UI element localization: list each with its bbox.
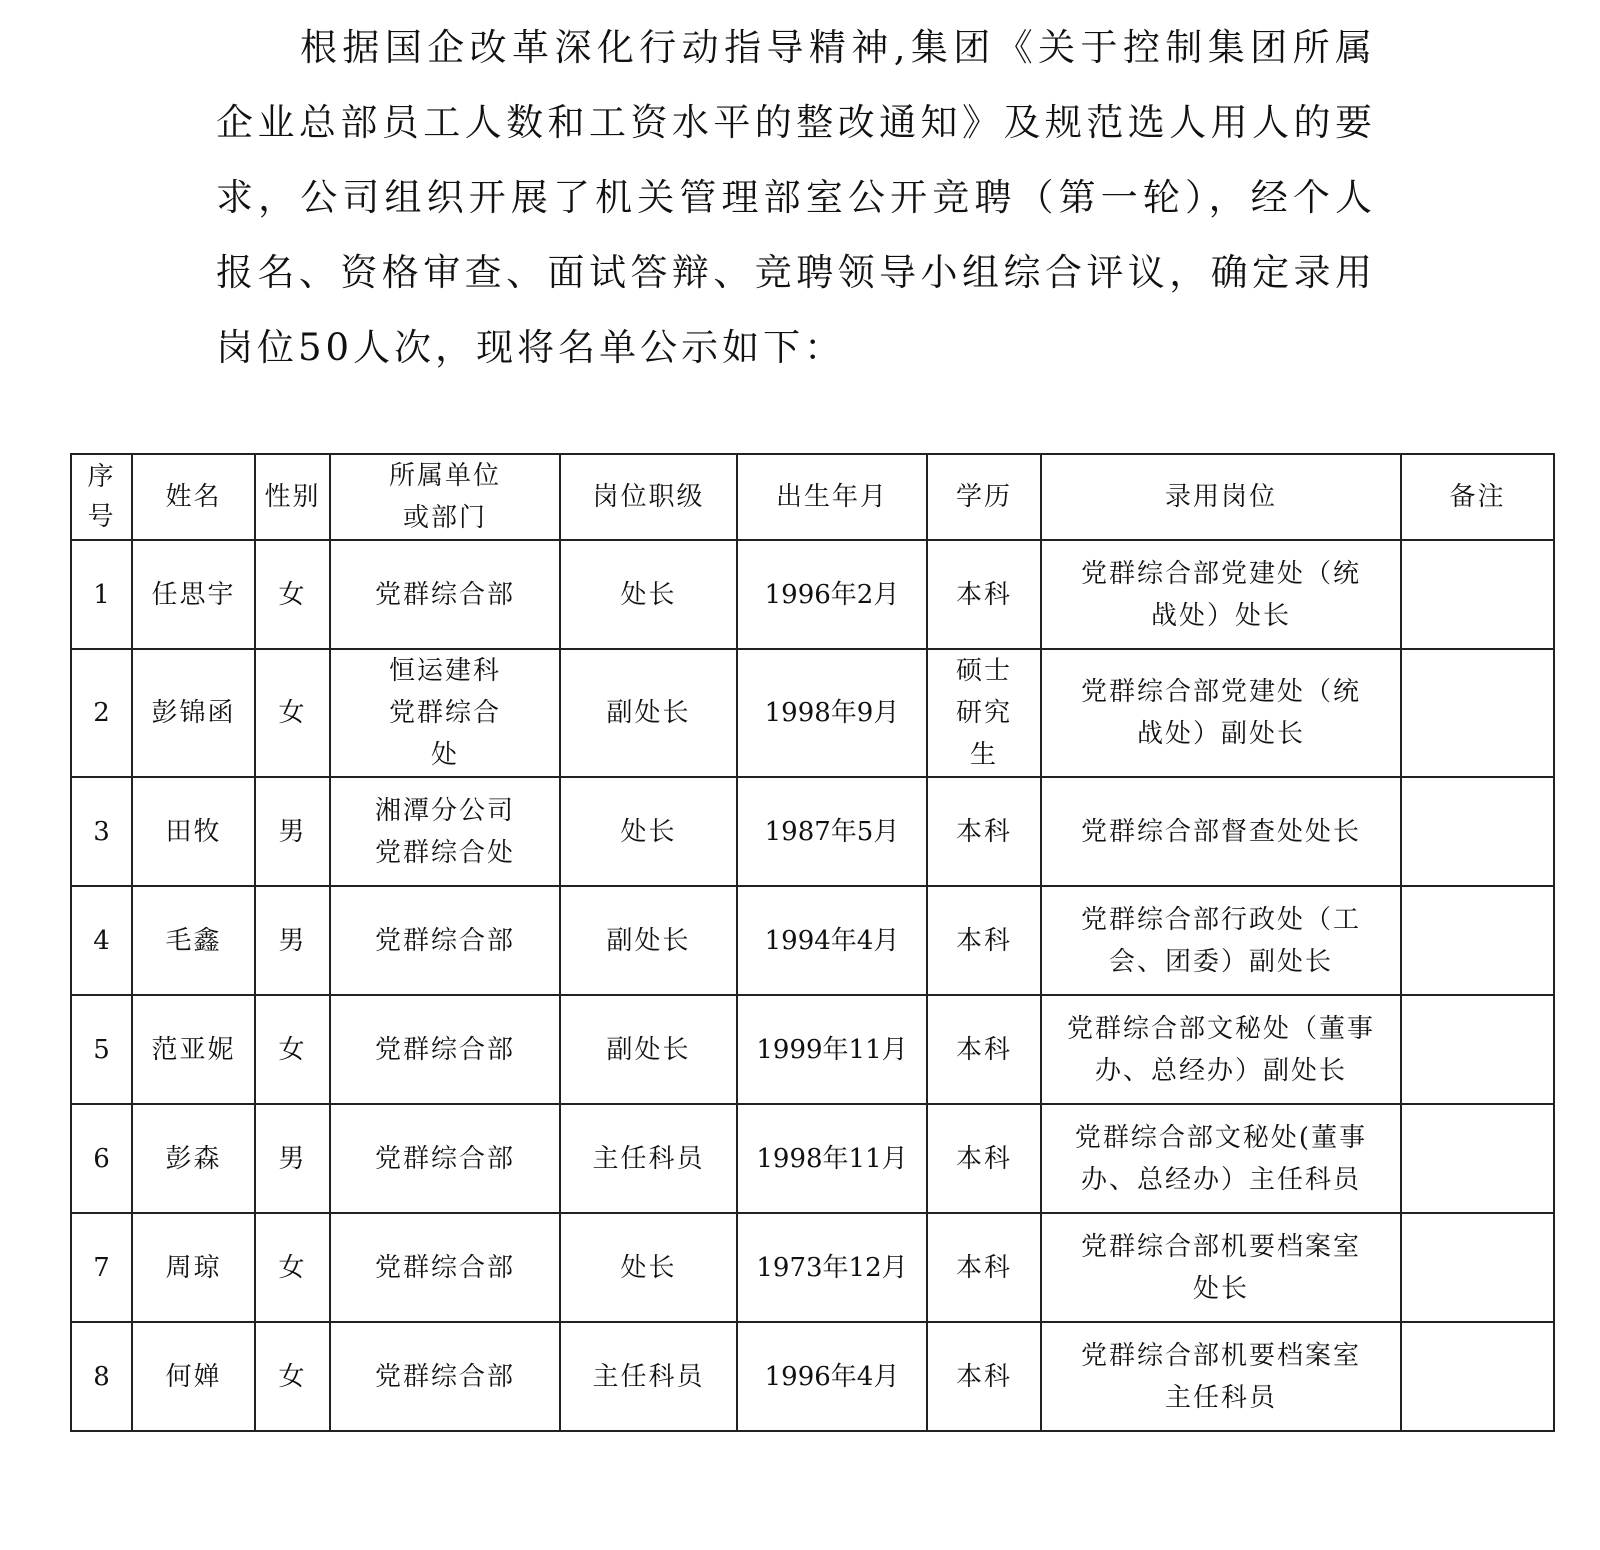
cell-unit: 党群综合部	[330, 886, 560, 995]
header-birth: 出生年月	[737, 454, 927, 540]
cell-note	[1401, 1104, 1554, 1213]
cell-seq: 4	[71, 886, 132, 995]
cell-unit: 党群综合部	[330, 1213, 560, 1322]
cell-edu: 硕士研究生	[927, 649, 1041, 777]
cell-seq: 6	[71, 1104, 132, 1213]
cell-post: 党群综合部行政处（工会、团委）副处长	[1041, 886, 1401, 995]
cell-edu: 本科	[927, 540, 1041, 649]
header-gender: 性别	[255, 454, 330, 540]
table-row	[71, 995, 1554, 1104]
cell-edu: 本科	[927, 1322, 1041, 1431]
cell-seq: 3	[71, 777, 132, 886]
cell-gender: 女	[255, 649, 330, 777]
cell-edu: 本科	[927, 995, 1041, 1104]
cell-name: 周琼	[132, 1213, 255, 1322]
cell-edu: 本科	[927, 886, 1041, 995]
table-row	[71, 649, 1554, 777]
cell-name: 何婵	[132, 1322, 255, 1431]
intro-paragraph: 根据国企改革深化行动指导精神,集团《关于控制集团所属企业总部员工人数和工资水平的整改通知》及规范选人用人的要求，公司组织开展了机关管理部室公开竞聘（第一轮），经个人报名、资格审查、面试答辩、竞聘领导小组综合评议，确定录用岗位50人次，现将名单公示如下：	[216, 26, 1376, 369]
cell-unit: 党群综合部	[330, 995, 560, 1104]
cell-unit: 恒运建科党群综合处	[330, 649, 560, 777]
cell-gender: 女	[255, 995, 330, 1104]
cell-rank: 处长	[560, 540, 737, 649]
cell-gender: 女	[255, 1213, 330, 1322]
cell-gender: 男	[255, 777, 330, 886]
cell-rank: 主任科员	[560, 1322, 737, 1431]
cell-rank: 处长	[560, 777, 737, 886]
table-row	[71, 1213, 1554, 1322]
cell-name: 任思宇	[132, 540, 255, 649]
cell-birth: 1973年12月	[737, 1213, 927, 1322]
cell-post: 党群综合部文秘处（董事办、总经办）副处长	[1041, 995, 1401, 1104]
table-row	[71, 540, 1554, 649]
cell-edu: 本科	[927, 1104, 1041, 1213]
cell-unit: 党群综合部	[330, 540, 560, 649]
cell-name: 彭锦函	[132, 649, 255, 777]
cell-birth: 1998年11月	[737, 1104, 927, 1213]
cell-rank: 处长	[560, 1213, 737, 1322]
header-rank: 岗位职级	[560, 454, 737, 540]
cell-rank: 主任科员	[560, 1104, 737, 1213]
cell-seq: 8	[71, 1322, 132, 1431]
cell-post: 党群综合部督查处处长	[1041, 777, 1401, 886]
cell-note	[1401, 649, 1554, 777]
cell-rank: 副处长	[560, 995, 737, 1104]
header-name: 姓名	[132, 454, 255, 540]
table-row	[71, 1104, 1554, 1213]
cell-rank: 副处长	[560, 649, 737, 777]
cell-note	[1401, 995, 1554, 1104]
cell-post: 党群综合部党建处（统战处）处长	[1041, 540, 1401, 649]
cell-birth: 1994年4月	[737, 886, 927, 995]
cell-birth: 1987年5月	[737, 777, 927, 886]
cell-seq: 7	[71, 1213, 132, 1322]
cell-edu: 本科	[927, 777, 1041, 886]
cell-unit: 党群综合部	[330, 1322, 560, 1431]
cell-note	[1401, 777, 1554, 886]
cell-note	[1401, 540, 1554, 649]
cell-birth: 1999年11月	[737, 995, 927, 1104]
cell-unit: 党群综合部	[330, 1104, 560, 1213]
cell-name: 毛鑫	[132, 886, 255, 995]
header-seq: 序号	[71, 454, 132, 540]
cell-post: 党群综合部党建处（统战处）副处长	[1041, 649, 1401, 777]
cell-note	[1401, 1322, 1554, 1431]
cell-seq: 5	[71, 995, 132, 1104]
cell-name: 田牧	[132, 777, 255, 886]
table-row	[71, 777, 1554, 886]
header-note: 备注	[1401, 454, 1554, 540]
table-row	[71, 886, 1554, 995]
header-unit: 所属单位或部门	[330, 454, 560, 540]
cell-seq: 1	[71, 540, 132, 649]
cell-rank: 副处长	[560, 886, 737, 995]
cell-birth: 1998年9月	[737, 649, 927, 777]
table-header-row	[71, 454, 1554, 540]
cell-post: 党群综合部文秘处(董事办、总经办）主任科员	[1041, 1104, 1401, 1213]
cell-birth: 1996年4月	[737, 1322, 927, 1431]
cell-post: 党群综合部机要档案室主任科员	[1041, 1322, 1401, 1431]
cell-gender: 女	[255, 1322, 330, 1431]
header-post: 录用岗位	[1041, 454, 1401, 540]
cell-gender: 女	[255, 540, 330, 649]
cell-name: 彭森	[132, 1104, 255, 1213]
cell-note	[1401, 1213, 1554, 1322]
cell-gender: 男	[255, 886, 330, 995]
cell-post: 党群综合部机要档案室处长	[1041, 1213, 1401, 1322]
cell-seq: 2	[71, 649, 132, 777]
cell-unit: 湘潭分公司党群综合处	[330, 777, 560, 886]
table-row	[71, 1322, 1554, 1431]
cell-birth: 1996年2月	[737, 540, 927, 649]
roster-table	[70, 453, 1555, 1432]
cell-edu: 本科	[927, 1213, 1041, 1322]
header-edu: 学历	[927, 454, 1041, 540]
cell-gender: 男	[255, 1104, 330, 1213]
cell-note	[1401, 886, 1554, 995]
cell-name: 范亚妮	[132, 995, 255, 1104]
